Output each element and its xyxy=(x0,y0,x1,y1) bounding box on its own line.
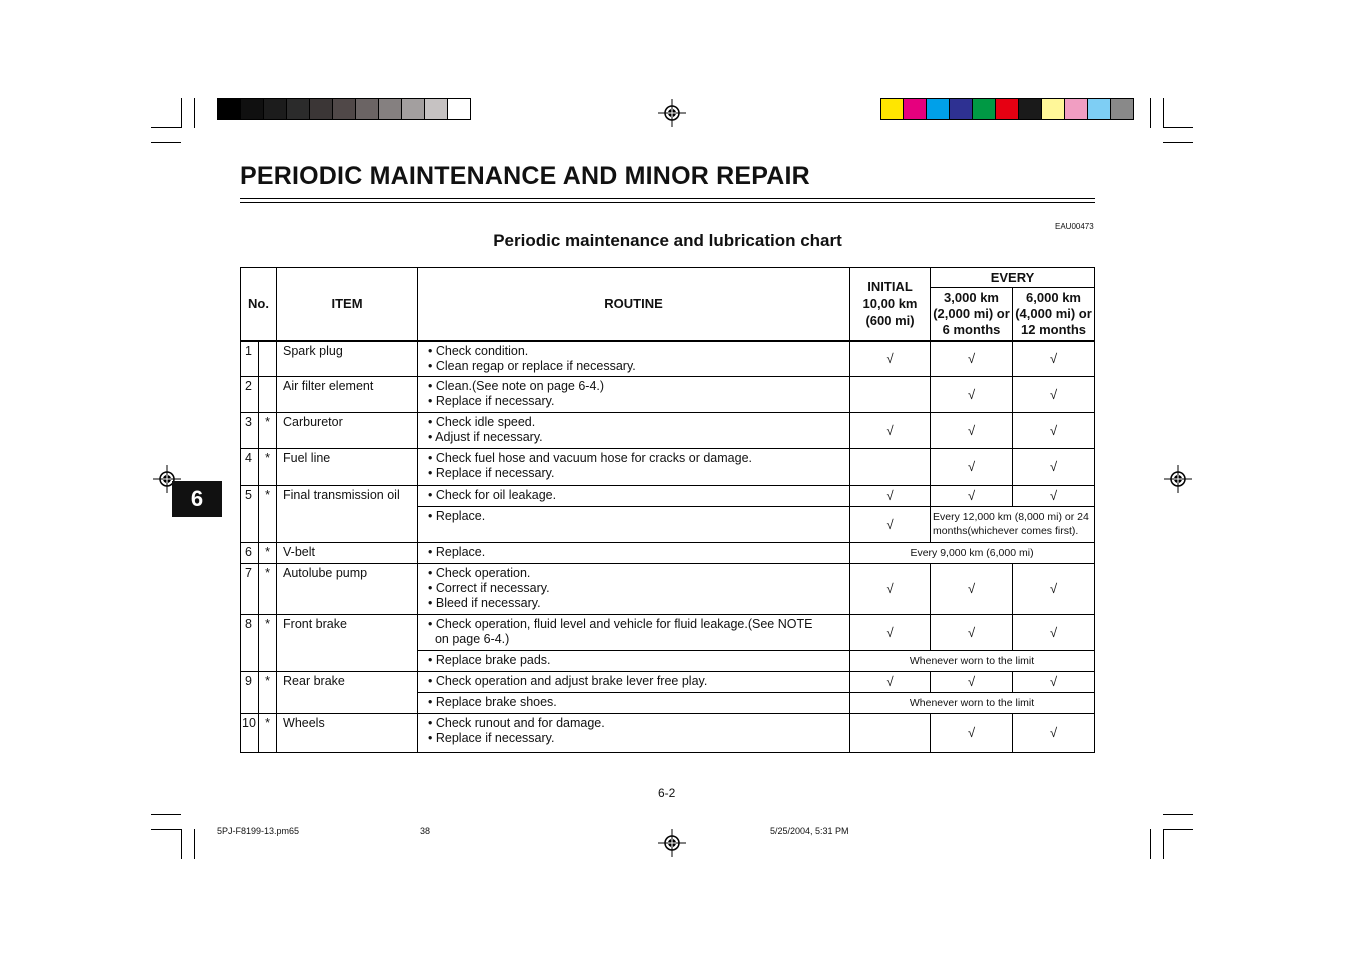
row-item: Spark plug xyxy=(277,341,418,377)
empty-cell xyxy=(850,713,931,752)
interval-note: Whenever worn to the limit xyxy=(850,650,1095,671)
routine-line: • Check for oil leakage. xyxy=(428,487,557,502)
row-number: 10 xyxy=(241,713,259,752)
color-swatch xyxy=(950,98,973,120)
row-number: 1 xyxy=(241,341,259,377)
header-interval-line: 6,000 km xyxy=(1026,289,1081,305)
page-title: PERIODIC MAINTENANCE AND MINOR REPAIR xyxy=(240,162,810,190)
routine-line: • Adjust if necessary. xyxy=(428,429,543,444)
row-routine xyxy=(418,614,850,650)
divider xyxy=(240,202,1095,203)
header-interval-line: (4,000 mi) or xyxy=(1015,305,1092,321)
crop-mark xyxy=(1163,142,1193,143)
color-swatch xyxy=(1111,98,1134,120)
footer-filename: 5PJ-F8199-13.pm65 xyxy=(217,826,300,836)
row-routine xyxy=(418,341,850,377)
routine-line: • Check fuel hose and vacuum hose for cracks or damage. xyxy=(428,450,753,465)
row-routine xyxy=(418,671,850,692)
color-swatch xyxy=(927,98,950,120)
header-item: ITEM xyxy=(277,268,418,341)
color-swatch xyxy=(973,98,996,120)
registration-mark-icon xyxy=(658,99,686,127)
color-swatch xyxy=(425,98,448,120)
check-mark: √ xyxy=(1013,448,1095,485)
row-item: Rear brake xyxy=(277,671,418,713)
interval-note: Every 12,000 km (8,000 mi) or 24 months(whichever comes first). xyxy=(931,506,1095,542)
header-initial xyxy=(850,268,931,341)
routine-line: • Check operation. xyxy=(428,565,531,580)
crop-mark xyxy=(151,127,181,128)
crop-mark xyxy=(1150,829,1151,859)
header-interval-line: 6 months xyxy=(942,321,1001,337)
crop-mark xyxy=(151,829,181,830)
row-routine xyxy=(418,506,850,542)
color-swatch xyxy=(880,98,904,120)
routine-line: • Check operation, fluid level and vehicle for fluid leakage.(See NOTE xyxy=(428,616,813,631)
routine-line: • Check operation and adjust brake lever free play. xyxy=(428,673,708,688)
header-initial-line: INITIAL xyxy=(867,279,913,295)
routine-line: • Bleed if necessary. xyxy=(428,595,541,610)
row-routine xyxy=(418,376,850,412)
check-mark: √ xyxy=(931,563,1013,614)
check-mark: √ xyxy=(850,485,931,506)
color-swatch xyxy=(996,98,1019,120)
crop-mark xyxy=(1163,814,1193,815)
color-swatch xyxy=(217,98,241,120)
check-mark: √ xyxy=(931,713,1013,752)
color-swatch xyxy=(1065,98,1088,120)
crop-mark xyxy=(1150,98,1151,128)
row-asterisk: * xyxy=(259,448,277,485)
routine-line: • Replace brake shoes. xyxy=(428,694,557,709)
row-asterisk xyxy=(259,376,277,412)
table-row xyxy=(241,448,1095,485)
check-mark: √ xyxy=(1013,671,1095,692)
row-routine xyxy=(418,563,850,614)
row-item: Final transmission oil xyxy=(277,485,418,542)
header-interval-line: (2,000 mi) or xyxy=(933,305,1010,321)
document-code: EAU00473 xyxy=(1055,222,1094,231)
row-item: Wheels xyxy=(277,713,418,752)
row-item: Air filter element xyxy=(277,376,418,412)
table-row xyxy=(241,341,1095,377)
routine-line: • Replace if necessary. xyxy=(428,393,555,408)
routine-line: • Correct if necessary. xyxy=(428,580,550,595)
color-swatch xyxy=(904,98,927,120)
color-swatch xyxy=(310,98,333,120)
row-asterisk: * xyxy=(259,485,277,542)
routine-line: • Check condition. xyxy=(428,343,529,358)
row-asterisk: * xyxy=(259,542,277,563)
color-swatch xyxy=(1019,98,1042,120)
routine-line: • Check idle speed. xyxy=(428,414,536,429)
interval-note: Whenever worn to the limit xyxy=(850,692,1095,713)
check-mark: √ xyxy=(931,448,1013,485)
row-routine xyxy=(418,692,850,713)
header-no: No. xyxy=(241,268,277,341)
row-asterisk: * xyxy=(259,671,277,713)
row-number: 6 xyxy=(241,542,259,563)
crop-mark xyxy=(194,98,195,128)
check-mark: √ xyxy=(850,412,931,448)
routine-line: • Clean regap or replace if necessary. xyxy=(428,358,636,373)
header-interval-line: 12 months xyxy=(1021,321,1087,337)
table-row xyxy=(241,614,1095,650)
crop-mark xyxy=(151,814,181,815)
header-interval-line: 3,000 km xyxy=(944,289,999,305)
color-swatch xyxy=(448,98,471,120)
check-mark: √ xyxy=(850,671,931,692)
row-routine xyxy=(418,485,850,506)
check-mark: √ xyxy=(1013,713,1095,752)
row-number: 8 xyxy=(241,614,259,671)
check-mark: √ xyxy=(850,341,931,377)
table-row xyxy=(241,713,1095,752)
check-mark: √ xyxy=(850,563,931,614)
crop-mark xyxy=(194,829,195,859)
check-mark: √ xyxy=(850,614,931,650)
table-row xyxy=(241,412,1095,448)
row-asterisk: * xyxy=(259,713,277,752)
check-mark: √ xyxy=(850,506,931,542)
row-number: 4 xyxy=(241,448,259,485)
routine-line: • Check runout and for damage. xyxy=(428,715,605,730)
check-mark: √ xyxy=(931,341,1013,377)
routine-line: • Replace brake pads. xyxy=(428,652,551,667)
row-number: 3 xyxy=(241,412,259,448)
routine-line: • Clean.(See note on page 6-4.) xyxy=(428,378,605,393)
crop-mark xyxy=(181,829,182,859)
check-mark: √ xyxy=(1013,563,1095,614)
check-mark: √ xyxy=(931,376,1013,412)
color-swatch xyxy=(402,98,425,120)
check-mark: √ xyxy=(1013,341,1095,377)
row-asterisk: * xyxy=(259,412,277,448)
row-number: 2 xyxy=(241,376,259,412)
header-initial-line: 10,00 km xyxy=(862,296,918,312)
table-row xyxy=(241,542,1095,563)
section-title: Periodic maintenance and lubrication chart xyxy=(493,231,842,250)
color-swatch xyxy=(287,98,310,120)
header-interval-1 xyxy=(931,288,1013,341)
color-calibration-bar xyxy=(880,98,1134,120)
color-swatch xyxy=(1088,98,1111,120)
registration-mark-icon xyxy=(658,829,686,857)
header-every: EVERY xyxy=(931,268,1095,288)
crop-mark xyxy=(1163,829,1193,830)
routine-line: • Replace if necessary. xyxy=(428,730,555,745)
row-item: Front brake xyxy=(277,614,418,671)
check-mark: √ xyxy=(1013,485,1095,506)
header-initial-line: (600 mi) xyxy=(865,313,915,329)
table-row xyxy=(241,671,1095,692)
divider xyxy=(240,198,1095,199)
row-routine xyxy=(418,713,850,752)
color-swatch xyxy=(333,98,356,120)
page-number: 6-2 xyxy=(658,786,676,800)
table-row xyxy=(241,485,1095,506)
routine-line: • Replace. xyxy=(428,544,486,559)
row-item: Carburetor xyxy=(277,412,418,448)
row-routine xyxy=(418,650,850,671)
row-asterisk: * xyxy=(259,614,277,671)
color-swatch xyxy=(379,98,402,120)
check-mark: √ xyxy=(931,412,1013,448)
crop-mark xyxy=(181,98,182,128)
check-mark: √ xyxy=(1013,614,1095,650)
check-mark: √ xyxy=(931,614,1013,650)
color-swatch xyxy=(264,98,287,120)
row-routine xyxy=(418,448,850,485)
header-interval-2 xyxy=(1013,288,1095,341)
row-number: 5 xyxy=(241,485,259,542)
row-item: V-belt xyxy=(277,542,418,563)
color-swatch xyxy=(356,98,379,120)
table-row xyxy=(241,563,1095,614)
crop-mark xyxy=(1163,829,1164,859)
row-asterisk xyxy=(259,341,277,377)
chapter-tab: 6 xyxy=(172,481,222,517)
empty-cell xyxy=(850,376,931,412)
registration-mark-icon xyxy=(1164,465,1192,493)
crop-mark xyxy=(151,142,181,143)
header-routine: ROUTINE xyxy=(418,268,850,341)
maintenance-chart xyxy=(240,267,1095,753)
check-mark: √ xyxy=(1013,376,1095,412)
grayscale-calibration-bar xyxy=(217,98,471,120)
empty-cell xyxy=(850,448,931,485)
row-asterisk: * xyxy=(259,563,277,614)
check-mark: √ xyxy=(931,671,1013,692)
row-routine xyxy=(418,542,850,563)
color-swatch xyxy=(1042,98,1065,120)
interval-note: Every 9,000 km (6,000 mi) xyxy=(850,542,1095,563)
table-row xyxy=(241,376,1095,412)
crop-mark xyxy=(1163,127,1193,128)
color-swatch xyxy=(241,98,264,120)
check-mark: √ xyxy=(1013,412,1095,448)
routine-line: on page 6-4.) xyxy=(428,631,510,646)
routine-line: • Replace. xyxy=(428,508,486,523)
row-item: Fuel line xyxy=(277,448,418,485)
crop-mark xyxy=(1163,98,1164,128)
row-routine xyxy=(418,412,850,448)
footer-page: 38 xyxy=(420,826,431,836)
check-mark: √ xyxy=(931,485,1013,506)
row-number: 9 xyxy=(241,671,259,713)
row-number: 7 xyxy=(241,563,259,614)
footer-date: 5/25/2004, 5:31 PM xyxy=(770,826,849,836)
routine-line: • Replace if necessary. xyxy=(428,465,555,480)
row-item: Autolube pump xyxy=(277,563,418,614)
